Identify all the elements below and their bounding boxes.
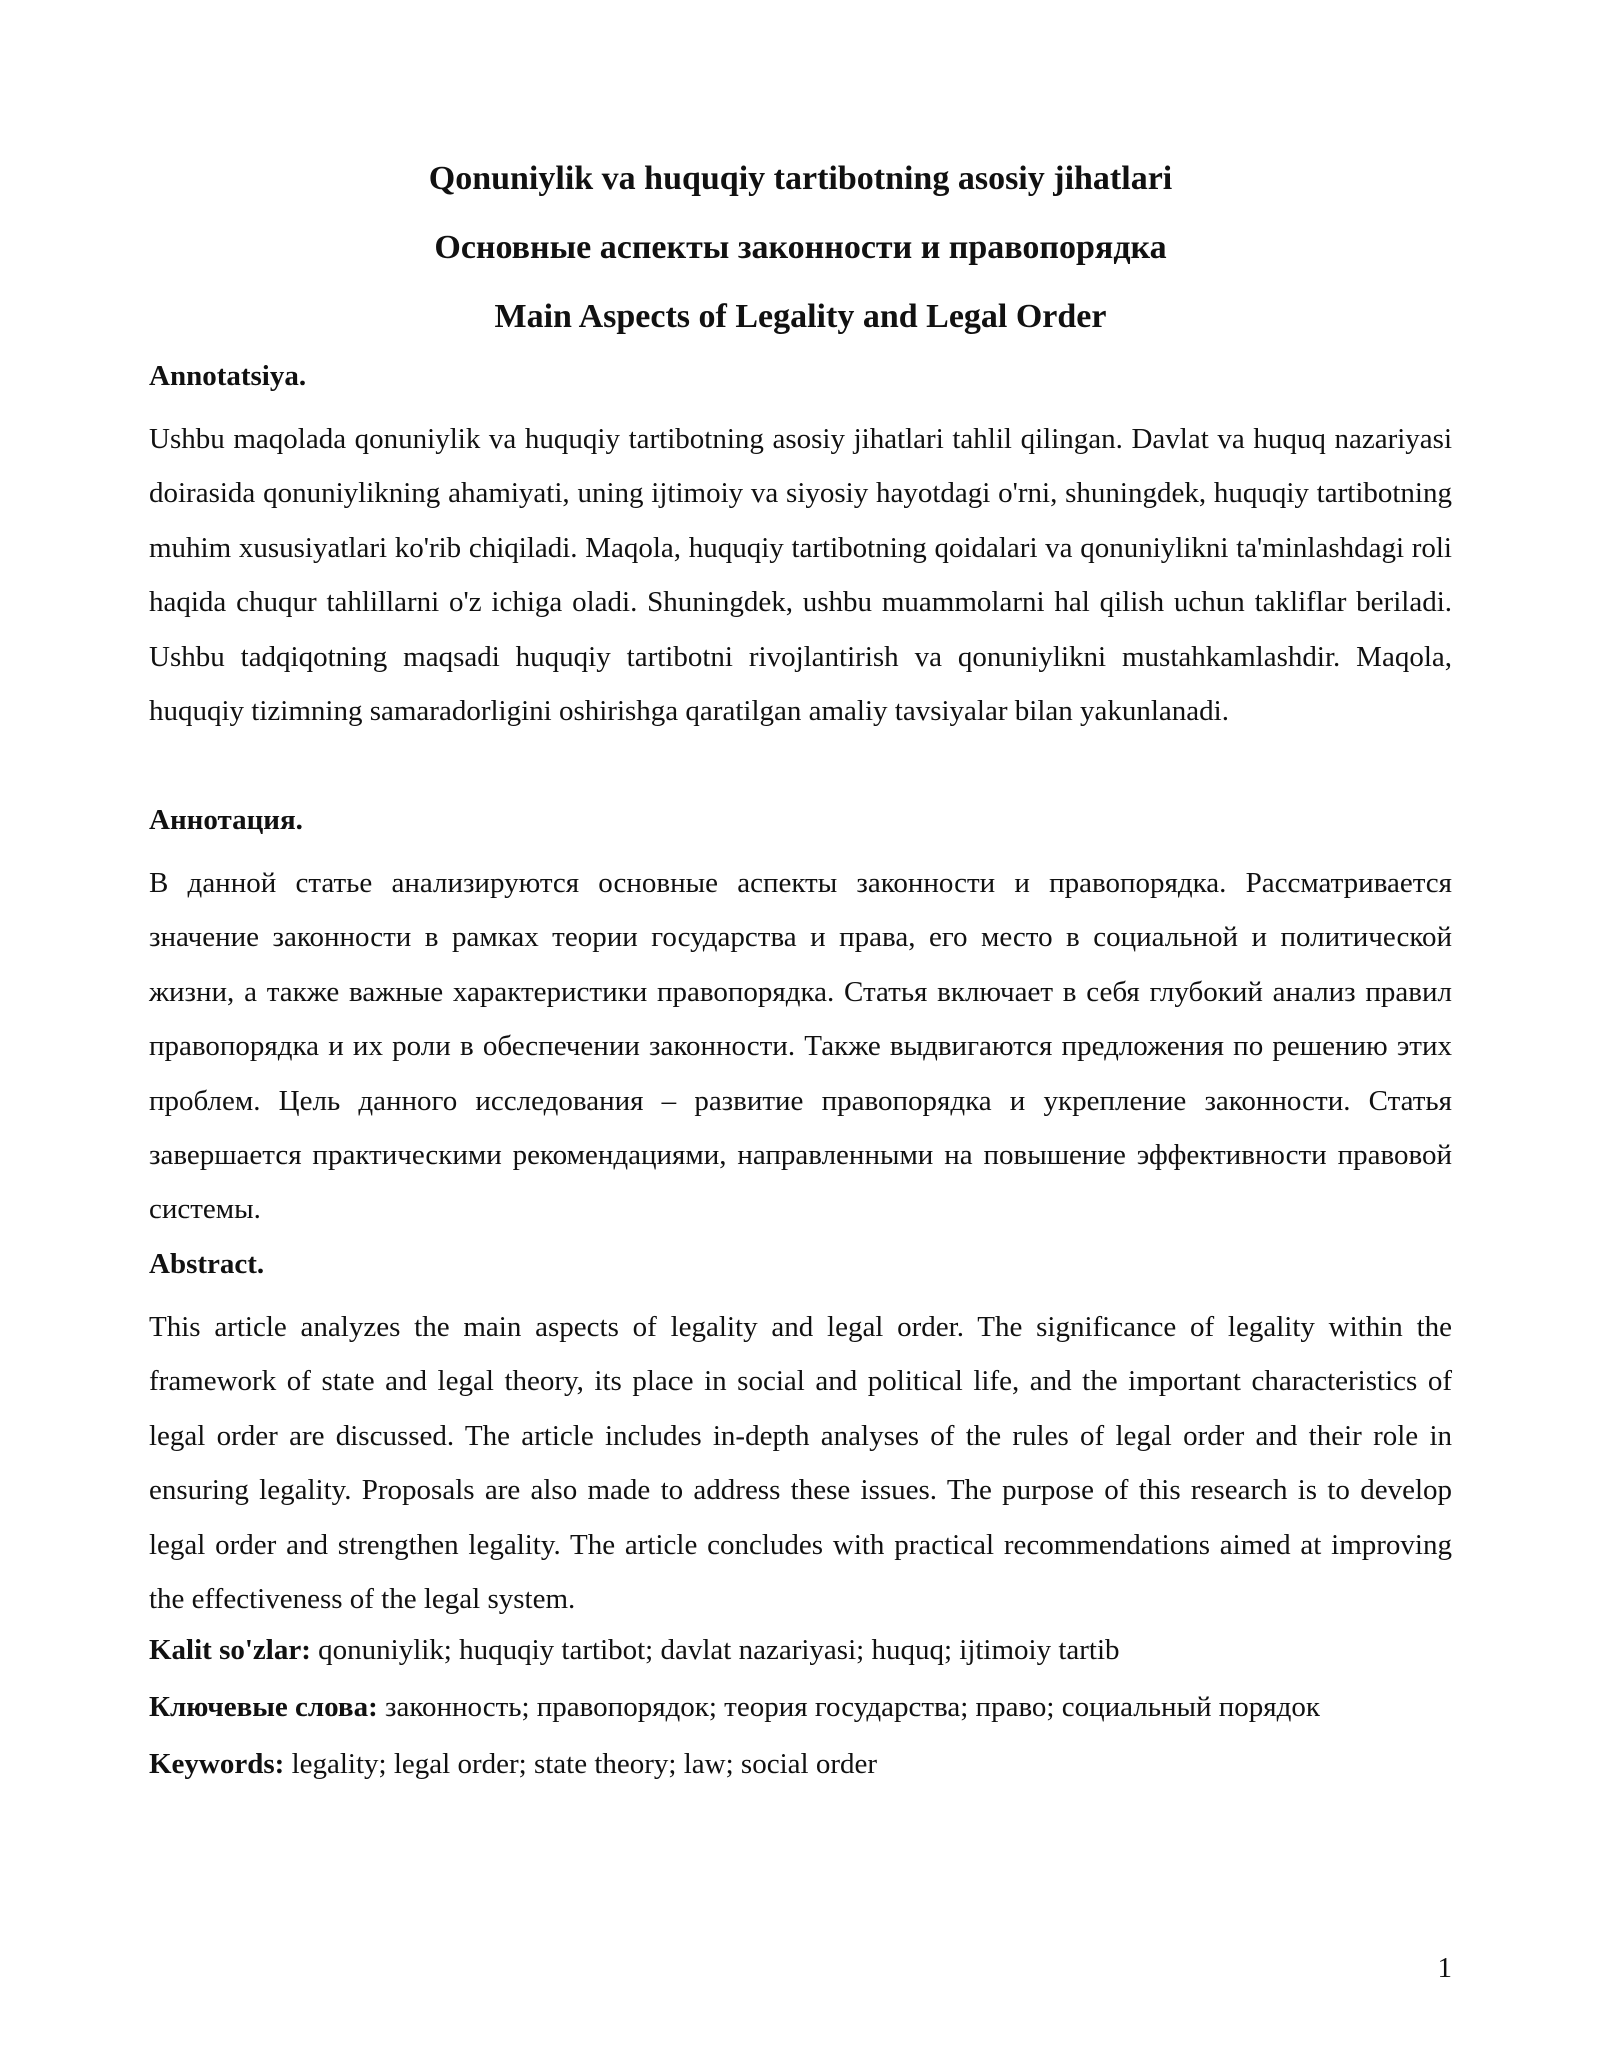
page-number: 1 xyxy=(1437,1952,1452,1984)
title-english: Main Aspects of Legality and Legal Order xyxy=(494,298,1107,335)
title-russian: Основные аспекты законности и правопорядка xyxy=(434,229,1167,266)
annotation-russian-text: В данной статье анализируются основные аспекты законности и правопорядка. Рассматривается значение законности в рамках теории государства и права, его место в социальной и политической жизни, а также важные характеристики правопорядка. Статья включает в себя глубокий анализ правил правопорядка и их роли в обеспечении законности. Также выдвигаются предложения по решению этих проблем. Цель данного исследования – развитие правопорядка и укрепление законности. Статья завершается практическими рекомендациями, направленными на повышение эффективности правовой системы. xyxy=(149,867,1452,1226)
keywords-russian-text: законность; правопорядок; теория государства; право; социальный порядок xyxy=(377,1691,1320,1723)
title-block xyxy=(149,144,1452,351)
keywords-english-label: Keywords: xyxy=(149,1748,285,1780)
keywords-english-text: legality; legal order; state theory; law; social order xyxy=(284,1748,878,1780)
annotation-uzbek xyxy=(149,356,1452,738)
abstract-english-text: This article analyzes the main aspects of legality and legal order. The significance of legality within the framework of state and legal theory, its place in social and political life, and the important characteristics of legal order are discussed. The article includes in-depth analyses of the rules of legal order and their role in ensuring legality. Proposals are also made to address these issues. The purpose of this research is to develop legal order and strengthen legality. The article concludes with practical recommendations aimed at improving the effectiveness of the legal system. xyxy=(149,1311,1452,1616)
keywords-uzbek xyxy=(149,1630,1452,1670)
abstract-english-heading: Abstract. xyxy=(149,1248,265,1280)
abstract-english xyxy=(149,1244,1452,1626)
document-page xyxy=(149,0,1452,2070)
annotation-uzbek-text: Ushbu maqolada qonuniylik va huquqiy tartibotning asosiy jihatlari tahlil qilingan. Davlat va huquq nazariyasi doirasida qonuniylikning ahamiyati, uning ijtimoiy va siyosiy hayotdagi o'rni, shuningdek, huquqiy tartibotning muhim xususiyatlari ko'rib chiqiladi. Maqola, huquqiy tartibotning qoidalari va qonuniylikni ta'minlashdagi roli haqida chuqur tahlillarni o'z ichiga oladi. Shuningdek, ushbu muammolarni hal qilish uchun takliflar beriladi. Ushbu tadqiqotning maqsadi huquqiy tartibotni rivojlantirish va qonuniylikni mustahkamlashdir. Maqola, huquqiy tizimning samaradorligini oshirishga qaratilgan amaliy tavsiyalar bilan yakunlanadi. xyxy=(149,423,1452,728)
title-uzbek: Qonuniylik va huquqiy tartibotning asosiy jihatlari xyxy=(428,160,1173,197)
annotation-russian-heading: Аннотация. xyxy=(149,804,303,836)
keywords-english xyxy=(149,1744,1452,1784)
annotation-uzbek-heading: Annotatsiya. xyxy=(149,360,307,392)
keywords-russian-label: Ключевые слова: xyxy=(149,1691,378,1723)
keywords-russian xyxy=(149,1687,1452,1727)
keywords-uzbek-label: Kalit so'zlar: xyxy=(149,1634,311,1666)
annotation-russian xyxy=(149,800,1452,1237)
keywords-uzbek-text: qonuniylik; huquqiy tartibot; davlat nazariyasi; huquq; ijtimoiy tartib xyxy=(310,1634,1120,1666)
